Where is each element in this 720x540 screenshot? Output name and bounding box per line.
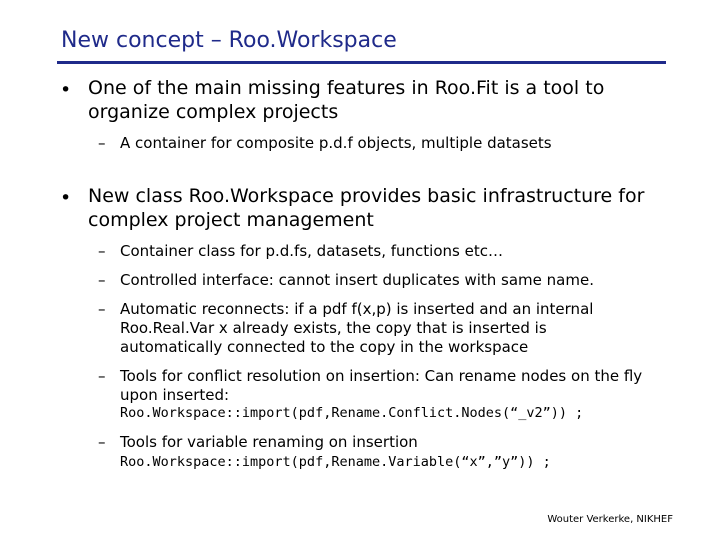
sub-bullet-text-2-5: Tools for variable renaming on insertion — [120, 433, 418, 451]
bullet-text-2: New class Roo.Workspace provides basic infrastructure for complex project management — [88, 185, 645, 231]
sub-bullet-dash: – — [98, 300, 106, 318]
sub-bullet-text-1-1: A container for composite p.d.f objects, multiple datasets — [120, 134, 552, 152]
sub-bullet-dash: – — [98, 367, 106, 385]
slide-title: New concept – Roo.Workspace — [61, 28, 397, 53]
code-snippet-1: Roo.Workspace::import(pdf,Rename.Conflict.Nodes(“_v2”)) ; — [120, 405, 584, 421]
sub-bullet-text-2-3: Automatic reconnects: if a pdf f(x,p) is inserted and an internal Roo.Real.Var x already exists, the copy that is inserted is automatically connected to the copy in the workspace — [120, 300, 594, 356]
sub-bullet-dash: – — [98, 242, 106, 260]
sub-bullet-dash: – — [98, 271, 106, 289]
sub-bullet-text-2-1: Container class for p.d.fs, datasets, functions etc… — [120, 242, 503, 260]
code-snippet-2: Roo.Workspace::import(pdf,Rename.Variable(“x”,”y”)) ; — [120, 454, 551, 470]
bullet-marker: • — [60, 187, 72, 209]
bullet-marker: • — [60, 79, 72, 101]
sub-bullet-dash: – — [98, 134, 106, 152]
sub-bullet-text-2-4: Tools for conflict resolution on insertion: Can rename nodes on the fly upon inserted: — [120, 367, 643, 404]
sub-bullet-text-2-2: Controlled interface: cannot insert duplicates with same name. — [120, 271, 594, 289]
footer-author: Wouter Verkerke, NIKHEF — [547, 514, 673, 525]
sub-bullet-dash: – — [98, 433, 106, 451]
title-underline — [57, 61, 666, 64]
bullet-text-1: One of the main missing features in Roo.Fit is a tool to organize complex projects — [88, 77, 605, 123]
